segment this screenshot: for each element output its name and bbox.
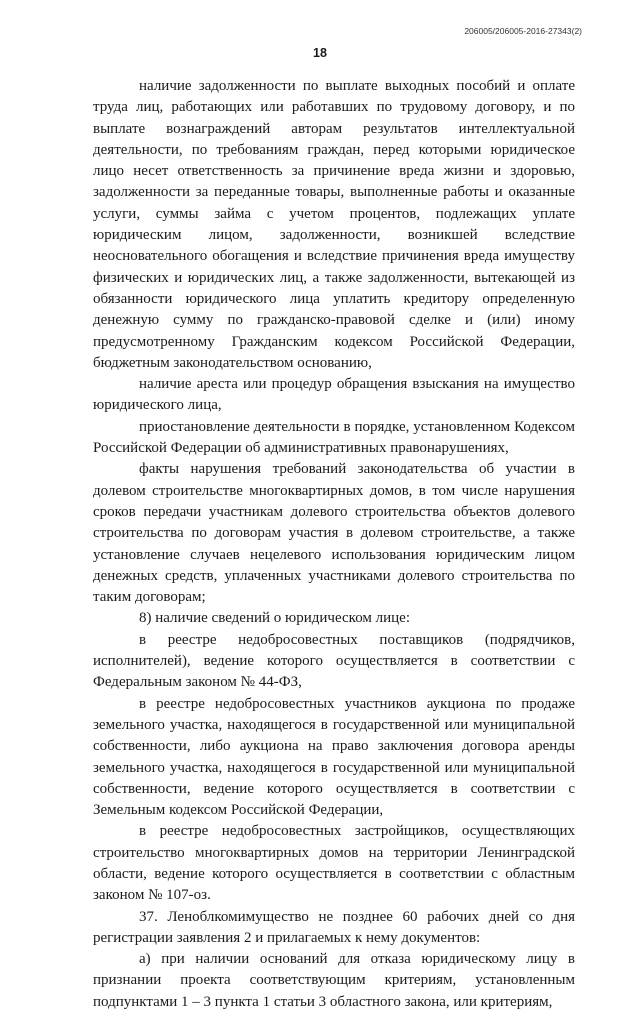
paragraph: в реестре недобросовестных застройщиков, осуществляющих строительство многоквартирных домов на территории Ленинградской области, ведение которого осуществляется в соответствии с областным законом № 107-оз.	[93, 823, 575, 904]
paragraph: 37. Леноблкомимущество не позднее 60 рабочих дней со дня регистрации заявления 2 и прилагаемых к нему документов:	[93, 908, 575, 946]
paragraph: приостановление деятельности в порядке, установленном Кодексом Российской Федерации об административных правонарушениях,	[93, 418, 575, 457]
document-body	[93, 76, 575, 1013]
paragraph: в реестре недобросовестных участников аукциона по продаже земельного участка, находящегося в государственной или муниципальной собственности, либо аукциона на право заключения договора аренды земельного участка, находящегося в государственной или муниципальной собственности, ведение которого осуществляется в соответствии с Земельным кодексом Российской Федерации,	[93, 695, 575, 819]
paragraph: наличие ареста или процедур обращения взыскания на имущество юридического лица,	[93, 376, 575, 414]
document-id: 206005/206005-2016-27343(2)	[464, 26, 582, 36]
paragraph: в реестре недобросовестных поставщиков (подрядчиков, исполнителей), ведение которого осуществляется в соответствии с Федеральным законом № 44-ФЗ,	[93, 631, 575, 691]
paragraph: 8) наличие сведений о юридическом лице:	[139, 610, 411, 627]
paragraph: а) при наличии оснований для отказа юридическому лицу в признании проекта соответствующим критериям, установленным подпунктами 1 – 3 пункта 1 статьи 3 областного закона, или критериям,	[93, 951, 575, 1010]
page-number: 18	[313, 46, 327, 60]
paragraph: наличие задолженности по выплате выходных пособий и оплате труда лиц, работающих или работавших по трудовому договору, и по выплате вознаграждений авторам результатов интеллектуальной деятельности, по требованиям граждан, перед которыми юридическое лицо несет ответственность за причинение вреда жизни и здоровью, задолженности за переданные товары, выполненные работы и оказанные услуги, суммы займа с учетом процентов, подлежащих уплате юридическим лицом, задолженности, возникшей вследствие неосновательного обогащения и вследствие причинения вреда имуществу физических и юридических лиц, а также задолженности, вытекающей из обязанности юридического лица уплатить кредитору определенную денежную сумму по гражданско-правовой сделке и (или) иному предусмотренному Гражданским кодексом Российской Федерации, бюджетным законодательством основанию,	[93, 78, 575, 371]
paragraph: факты нарушения требований законодательства об участии в долевом строительстве многоквартирных домов, в том числе нарушения сроков передачи участникам долевого строительства объектов долевого строительства по договорам участия в долевом строительстве, а также установление случаев нецелевого использования юридическим лицом денежных средств, уплаченных участниками долевого строительства по таким договорам;	[93, 461, 575, 606]
